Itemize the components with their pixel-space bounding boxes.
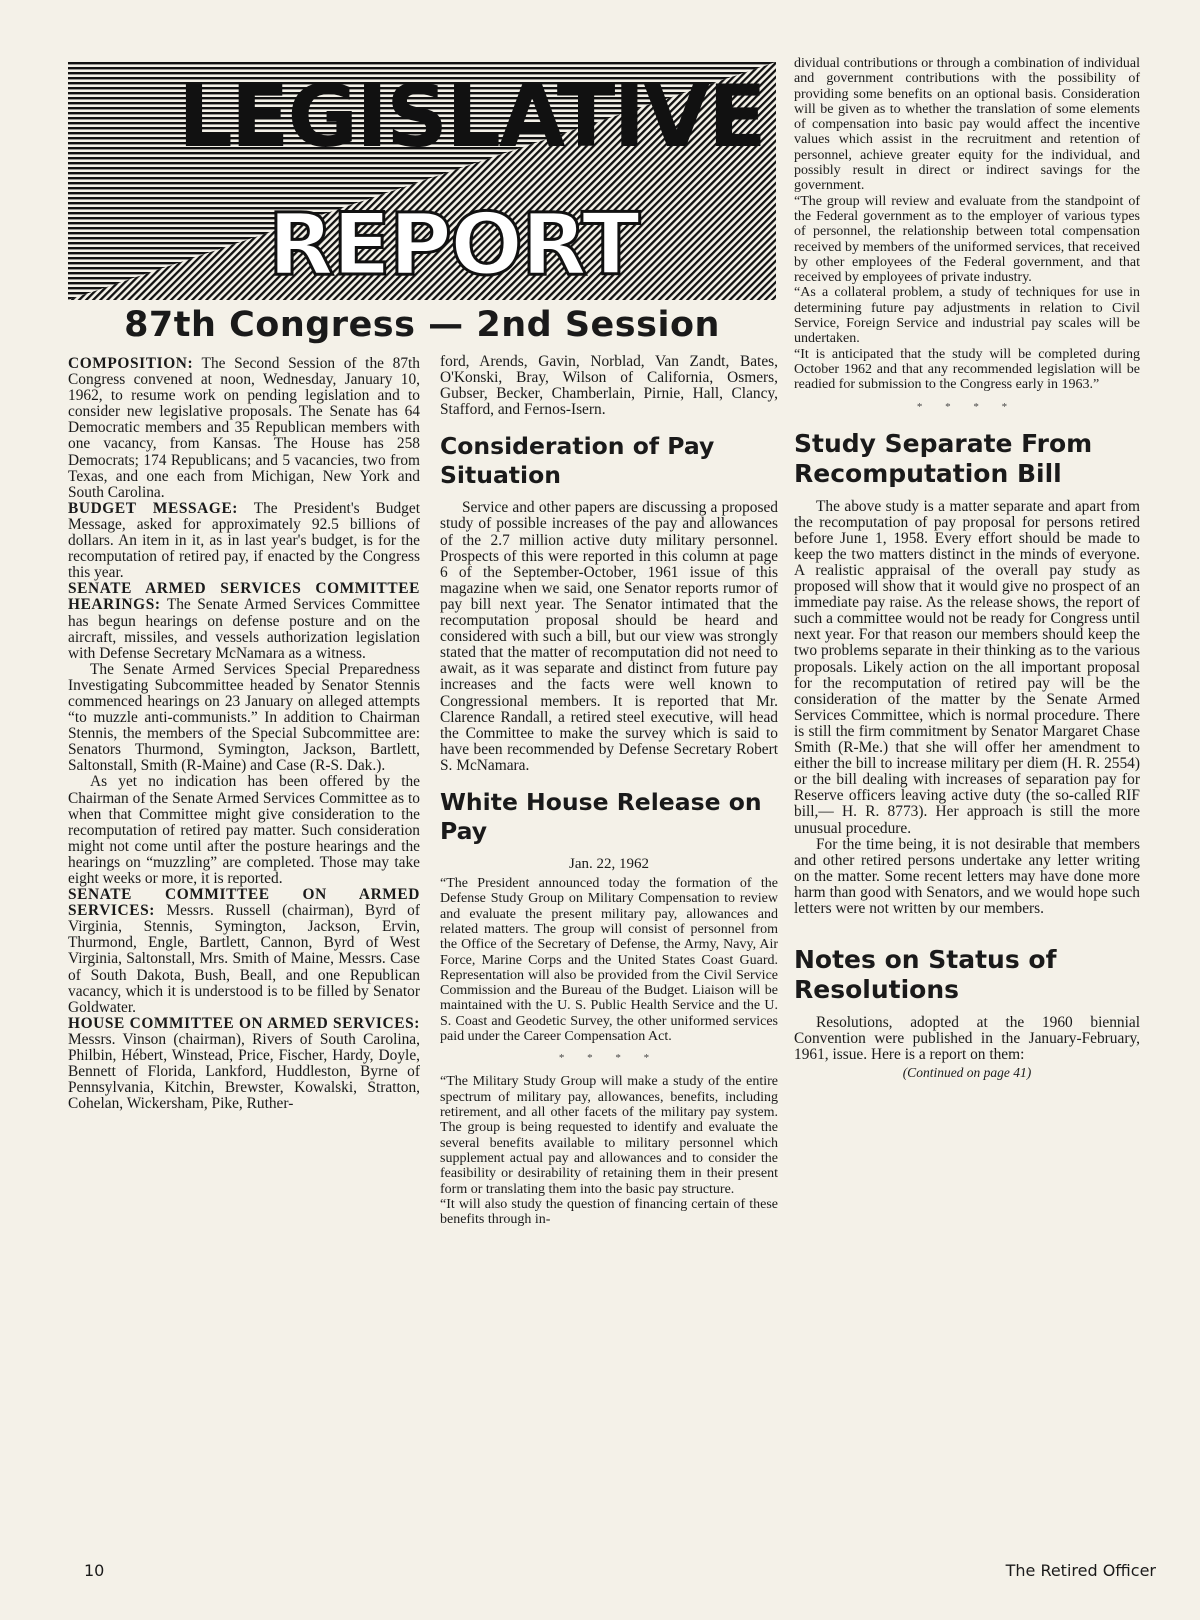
- paragraph-text: Messrs. Vinson (chairman), Rivers of South Carolina, Philbin, Hébert, Winstead, Price, Fischer, Hardy, Doyle, Bennett of Florida, Lankford, Huddleston, Byrne of Pennsylvania, Kitchin, Brewster, Kowalski, Stratton, Cohelan, Wickersham, Pike, Ruther-: [68, 1030, 420, 1113]
- run-in-heading: SENATE ARMED SERVICES COMMITTEE HEARINGS:: [68, 580, 420, 614]
- review-paragraph: “The group will review and evaluate from the standpoint of the Federal government as to the employer of various types of personnel, the relationship between total compensation received by members of the uniformed services, that received by other employees of the Federal government, and that received by employees of private industry.: [794, 193, 1140, 286]
- anticipated-paragraph: “It is anticipated that the study will be completed during October 1962 and that any recommended legislation will be readied for submission to the Congress early in 1963.”: [794, 346, 1140, 393]
- pay-situation-paragraph: Service and other papers are discussing a proposed study of possible increases of the pay and allowances of the 2.7 million active duty military personnel. Prospects of this were reported in this column at page 6 of the September-October, 1961 issue of this magazine when we said, one Senator reports rumor of pay bill next year. The Senator intimated that the recomputation proposal should be heard and considered with such a bill, but our view was strongly stated that the matter of recomputation did not need to await, as it was separate and distinct from future pay increases and the facts were well known to Congressional members. It is reported that Mr. Clarence Randall, a retired steel executive, will head the Committee to make the survey which is said to have been recommended by Defense Secretary Robert S. McNamara.: [440, 499, 778, 774]
- recomputation-timing-paragraph: As yet no indication has been offered by the Chairman of the Senate Armed Services Committee as to when that Committee might give consideration to the recomputation of retired pay matter. Such consideration might not come until after the posture hearings and the hearings on “muzzling” are completed. Those may take eight weeks or more, it is reported.: [68, 773, 420, 887]
- paragraph-text: The Senate Armed Services Committee has begun hearings on defense posture and on the aircraft, missiles, and vessels authorization legislation with Defense Secretary McNamara as a witness.: [68, 596, 420, 662]
- resolutions-paragraph: Resolutions, adopted at the 1960 biennial Convention were published in the January-February, 1961, issue. Here is a report on them:: [794, 1014, 1140, 1064]
- section-divider: * * * *: [916, 400, 1018, 413]
- budget-message-paragraph: [68, 501, 420, 581]
- page-number: 10: [84, 1561, 105, 1580]
- section-heading-pay-situation: Consideration of Pay Situation: [440, 432, 715, 490]
- run-in-heading: BUDGET MESSAGE:: [68, 499, 239, 517]
- composition-paragraph: [68, 356, 420, 501]
- section-divider: * * * *: [558, 1052, 660, 1065]
- magazine-title: The Retired Officer: [1005, 1561, 1156, 1580]
- section-heading-resolutions: Notes on Status of Resolutions: [794, 945, 1057, 1005]
- continued-notice: (Continued on page 41): [902, 1065, 1032, 1081]
- column-1: [68, 356, 420, 1112]
- paragraph-text: The Second Session of the 87th Congress convened at noon, Wednesday, January 10, 1962, to resume work on pending legislation and to consider new legislative proposals. The Senate has 64 Democratic members and 35 Republican members with one vacancy, from Kansas. The House has 258 Democrats; 174 Republicans; and 5 vacancies, two from Texas, and one each from Michigan, New York and South Carolina.: [68, 355, 420, 501]
- banner-word-report: REPORT: [268, 195, 639, 295]
- release-paragraph: “The President announced today the formation of the Defense Study Group on Military Compensation to review and evaluate the present military pay, allowances and related matters. The group will consist of personnel from the Office of the Secretary of Defense, the Army, Navy, Air Force, Marine Corps and the United States Coast Guard. Representation will also be provided from the Civil Service Commission and the Bureau of the Budget. Liaison will be maintained with the U. S. Public Health Service and the U. S. Coast and Geodetic Survey, the other uniformed services paid under the Career Compensation Act.: [440, 876, 778, 1045]
- collateral-paragraph: “As a collateral problem, a study of techniques for use in determining future pay adjustments in relation to Civil Service, Foreign Service and industrial pay scales will be undertaken.: [794, 285, 1140, 347]
- paragraph-text: The President's Budget Message, asked for approximately 92.5 billions of dollars. An item in it, as in last year's budget, is for the recomputation of retired pay, if enacted by the Congress this year.: [68, 499, 420, 582]
- subcommittee-paragraph: The Senate Armed Services Special Preparedness Investigating Subcommittee headed by Senator Stennis commenced hearings on 23 January on alleged attempts “to muzzle anti-communists.” In addition to Chairman Stennis, the members of the Special Subcommittee are: Senators Thurmond, Symington, Jackson, Bartlett, Saltonstall, Smith (R-Maine) and Case (R-S. Dak.).: [68, 660, 420, 775]
- letter-writing-paragraph: For the time being, it is not desirable that members and other retired persons undertake any letter writing on the matter. Some recent letters may have done more harm than good with Senators, and we would hope such letters were not written by our members.: [794, 835, 1140, 917]
- study-group-paragraph: “The Military Study Group will make a study of the entire spectrum of military pay, allowances, benefits, including retirement, and all other facets of the military pay system. The group is being requested to identify and evaluate the several benefits available to military personnel which supplement actual pay and allowances and to consider the feasibility or desirability of retaining them in their present form or translating them into the basic pay structure.: [440, 1074, 778, 1197]
- page-title: 87th Congress — 2nd Session: [124, 305, 720, 345]
- senate-hearings-paragraph: [68, 581, 420, 661]
- paragraph-text: Messrs. Russell (chairman), Byrd of Virginia, Stennis, Symington, Jackson, Ervin, Thurmond, Engle, Bartlett, Cannon, Byrd of West Virginia, Saltonstall, Mrs. Smith of Maine, Messrs. Case of South Dakota, Bush, Beall, and one Republican vacancy, which it is understood is to be filled by Senator Goldwater.: [68, 902, 420, 1016]
- financing-paragraph: “It will also study the question of financing certain of these benefits through in-: [440, 1196, 778, 1228]
- legislative-report-banner: [68, 62, 776, 300]
- banner-word-legislative: LEGISLATIVE: [178, 67, 765, 167]
- run-in-heading: SENATE COMMITTEE ON ARMED SERVICES:: [68, 886, 420, 920]
- financing-continued-paragraph: dividual contributions or through a combination of individual and government contributions with the possibility of providing some benefits on an optional basis. Consideration will be given as to whether the translation of some elements of compensation into basic pay would affect the incentive values which assist in the recruitment and retention of personnel, achieve greater equity for the individual, and possibly result in direct or indirect savings for the government.: [794, 56, 1140, 194]
- section-heading-study-separate: Study Separate From Recomputation Bill: [794, 428, 1093, 488]
- column-3: [794, 56, 1140, 1081]
- senate-committee-paragraph: [68, 887, 420, 1016]
- house-committee-paragraph: [68, 1016, 420, 1113]
- run-in-heading: HOUSE COMMITTEE ON ARMED SERVICES:: [68, 1014, 420, 1032]
- house-committee-continued: ford, Arends, Gavin, Norblad, Van Zandt, Bates, O'Konski, Bray, Wilson of California, Osmers, Gubser, Becker, Chamberlain, Pirnie, Hall, Clancy, Stafford, and Fernos-Isern.: [440, 353, 778, 419]
- section-heading-white-house: White House Release on Pay: [440, 787, 762, 845]
- column-2: [440, 354, 778, 1227]
- run-in-heading: COMPOSITION:: [68, 355, 194, 372]
- study-separate-paragraph: The above study is a matter separate and apart from the recomputation of pay proposal for persons retired before June 1, 1958. Every effort should be made to keep the two matters distinct in the minds of everyone. A realistic appraisal of the overall pay study as proposed will show that it would give no prospect of an immediate pay raise. As the release shows, the report of such a committee would not be ready for Congress until next year. For that reason our members should keep the two problems separate in their thinking as to the various proposals. Likely action on the all important proposal for the recomputation of retired pay will be the consideration of the matter by the Senate Armed Services Committee, which is normal procedure. There is still the firm commitment by Senator Margaret Chase Smith (R-Me.) that she will offer her amendment to either the bill to increase military per diem (H. R. 2554) or the bill dealing with increases of separation pay for Reserve officers leaving active duty (the so-called RIF bill,— H. R. 8773). Her approach is still the more unusual procedure.: [794, 497, 1140, 837]
- release-date: Jan. 22, 1962: [569, 855, 649, 872]
